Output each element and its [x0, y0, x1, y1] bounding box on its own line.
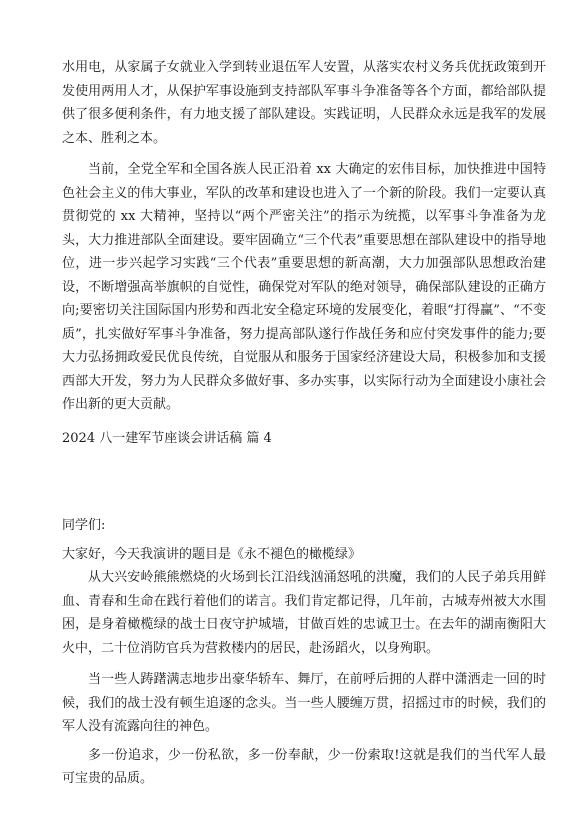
paragraph-2: 当前，全党全军和全国各族人民正沿着 xx 大确定的宏伟目标，加快推进中国特色社会主义的伟大事业，军队的改革和建设也进入了一个新的阶段。我们一定要认真贯彻党的 xx 大精神，坚持以“两个严密关注”的指示为统揽，以军事斗争准备为龙头，大力推进部队全面建设。要牢固确立“三个代表”重要思想在部队建设中的指导地位，进一步兴起学习实践“三个代表”重要思想的新高潮，大力加强部队思想政治建设，不断增强高举旗帜的自觉性，确保党对军队的绝对领导，确保部队建设的正确方向;要密切关注国际国内形势和西北安全稳定环境的发展变化，着眼“打得赢”、“不变质”，扎实做好军事斗争准备，努力提高部队遂行作战任务和应付突发事件的能力;要大力弘扬拥政爱民优良传统，自觉服从和服务于国家经济建设大局，积极参加和支援西部大开发，努力为人民群众多做好事、多办实事，以实际行动为全面建设小康社会作出新的更大贡献。 — [62, 162, 546, 412]
paragraph-5: 多一份追求，少一份私欲，多一份奉献，少一份索取!这就是我们的当代军人最可宝贵的品质。 — [62, 747, 546, 786]
intro-line: 大家好，今天我演讲的题目是《永不褪色的橄榄绿》 — [62, 546, 362, 562]
speech-body — [62, 514, 546, 791]
paragraph-4: 当一些人踌躇满志地步出豪华轿车、舞厅，在前呼后拥的人群中潇洒走一回的时候，我们的战士没有顿生追逐的念头。当一些人腰缠万贯，招摇过市的时候，我们的军人没有流露向往的神色。 — [62, 672, 546, 734]
document-body — [62, 56, 546, 417]
greeting: 同学们: — [62, 518, 106, 533]
paragraph-3: 从大兴安岭熊熊燃烧的火场到长江沿线汹涌怒吼的洪魔，我们的人民子弟兵用鲜血、青春和生命在践行着他们的诺言。我们肯定都记得，几年前，古城寿州被大水围困，是身着橄榄绿的战士日夜守护城墙，甘做百姓的忠诚卫士。在去年的湖南衡阳大火中，二十位消防官兵为营救楼内的居民，赴汤蹈火，以身殉职。 — [62, 570, 546, 656]
section-heading: 2024 八一建军节座谈会讲话稿 篇 4 — [62, 431, 272, 446]
paragraph-1: 水用电，从家属子女就业入学到转业退伍军人安置，从落实农村义务兵优抚政策到开发使用两用人才，从保护军事设施到支持部队军事斗争准备等各个方面，都给部队提供了很多便利条件，有力地支援了部队建设。实践证明，人民群众永远是我军的发展之本、胜利之本。 — [62, 60, 546, 146]
